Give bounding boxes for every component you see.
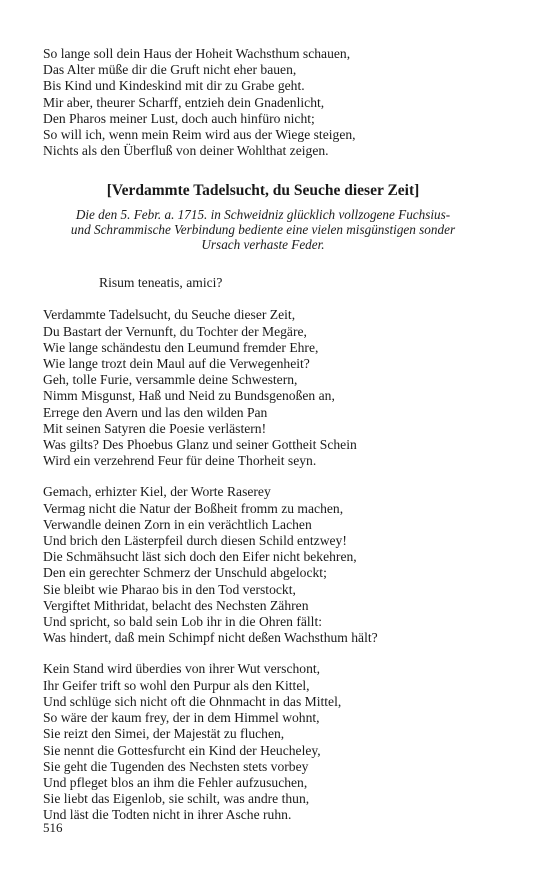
stanza-2 bbox=[43, 484, 483, 646]
verse-line: Und pfleget blos an ihm die Fehler aufzusuchen, bbox=[43, 774, 308, 790]
verse-line: Sie liebt das Eigenlob, sie schilt, was andre thun, bbox=[43, 791, 310, 807]
verse-line: Und spricht, so bald sein Lob ihr in die Ohren fällt: bbox=[43, 614, 322, 630]
verse-line: So will ich, wenn mein Reim wird aus der Wiege steigen, bbox=[43, 127, 356, 143]
verse-line: Mir aber, theurer Scharff, entzieh dein Gnadenlicht, bbox=[43, 94, 325, 110]
verse-line: Den Pharos meiner Lust, doch auch hinfüro nicht; bbox=[43, 110, 315, 126]
stanza-intro bbox=[43, 46, 483, 159]
subtitle-line: Die den 5. Febr. a. 1715. in Schweidniz glücklich vollzogene Fuchsius- bbox=[75, 207, 451, 223]
verse-line: Und läst die Todten nicht in ihrer Asche ruhn. bbox=[43, 807, 292, 823]
verse-line: Sie bleibt wie Pharao bis in den Tod verstockt, bbox=[43, 581, 296, 597]
poem-subtitle bbox=[43, 207, 483, 252]
verse-line: Den ein gerechter Schmerz der Unschuld abgelockt; bbox=[43, 565, 327, 581]
verse-line: Sie geht die Tugenden des Nechsten stets vorbey bbox=[43, 758, 309, 774]
verse-line: Und schlüge sich nicht oft die Ohnmacht in das Mittel, bbox=[43, 693, 342, 709]
verse-line: Die Schmähsucht läst sich doch den Eifer nicht bekehren, bbox=[43, 549, 357, 565]
verse-line: Nimm Misgunst, Haß und Neid zu Bundsgenoßen an, bbox=[43, 388, 335, 404]
verse-line: Was hindert, daß mein Schimpf nicht deßen Wachsthum hält? bbox=[43, 630, 378, 646]
verse-line: Bis Kind und Kindeskind mit dir zu Grabe geht. bbox=[43, 78, 305, 94]
verse-line: Ihr Geifer trift so wohl den Purpur als den Kittel, bbox=[43, 677, 310, 693]
verse-line: Vermag nicht die Natur der Boßheit fromm zu machen, bbox=[43, 500, 344, 516]
verse-line: Wie lange schändestu den Leumund fremder Ehre, bbox=[43, 339, 319, 355]
verse-line: Du Bastart der Vernunft, du Tochter der Megäre, bbox=[43, 323, 307, 339]
subtitle-line: Ursach verhaste Feder. bbox=[201, 237, 325, 253]
subtitle-line: und Schrammische Verbindung bediente eine vielen misgünstigen sonder bbox=[70, 222, 456, 238]
verse-line: Mit seinen Satyren die Poesie verlästern! bbox=[43, 420, 267, 436]
verse-line: So lange soll dein Haus der Hoheit Wachsthum schauen, bbox=[43, 46, 351, 61]
verse-line: Gemach, erhizter Kiel, der Worte Raserey bbox=[43, 484, 271, 500]
verse-line: Und brich den Lästerpfeil durch diesen Schild entzwey! bbox=[43, 533, 347, 549]
page-content bbox=[43, 46, 483, 824]
verse-line: Sie nennt die Gottesfurcht ein Kind der Heucheley, bbox=[43, 742, 321, 758]
verse-line: Vergiftet Mithridat, belacht des Nechsten Zähren bbox=[43, 597, 309, 613]
page-number: 516 bbox=[43, 820, 63, 835]
stanza-3 bbox=[43, 661, 483, 823]
verse-line: Geh, tolle Furie, versammle deine Schwestern, bbox=[43, 372, 298, 388]
verse-line: Nichts als den Überfluß von deiner Wohlthat zeigen. bbox=[43, 143, 329, 159]
verse-line: Das Alter müße dir die Gruft nicht eher bauen, bbox=[43, 62, 297, 78]
verse-line: Verdammte Tadelsucht, du Seuche dieser Zeit, bbox=[43, 307, 296, 323]
verse-line: Verwandle deinen Zorn in ein verächtlich Lachen bbox=[43, 516, 312, 532]
poem-epigraph: Risum teneatis, amici? bbox=[99, 275, 223, 291]
stanza-1 bbox=[43, 307, 483, 469]
verse-line: Wird ein verzehrend Feur für deine Thorheit seyn. bbox=[43, 453, 317, 469]
verse-line: Wie lange trozt dein Maul auf die Verwegenheit? bbox=[43, 356, 310, 372]
verse-line: Errege den Avern und las den wilden Pan bbox=[43, 404, 268, 420]
poem-title: [Verdammte Tadelsucht, du Seuche dieser Zeit] bbox=[106, 182, 420, 200]
verse-line: So wäre der kaum frey, der in dem Himmel wohnt, bbox=[43, 710, 320, 726]
verse-line: Kein Stand wird überdies von ihrer Wut verschont, bbox=[43, 661, 321, 677]
verse-line: Was gilts? Des Phoebus Glanz und seiner Gottheit Schein bbox=[43, 437, 357, 453]
verse-line: Sie reizt den Simei, der Majestät zu fluchen, bbox=[43, 726, 285, 742]
